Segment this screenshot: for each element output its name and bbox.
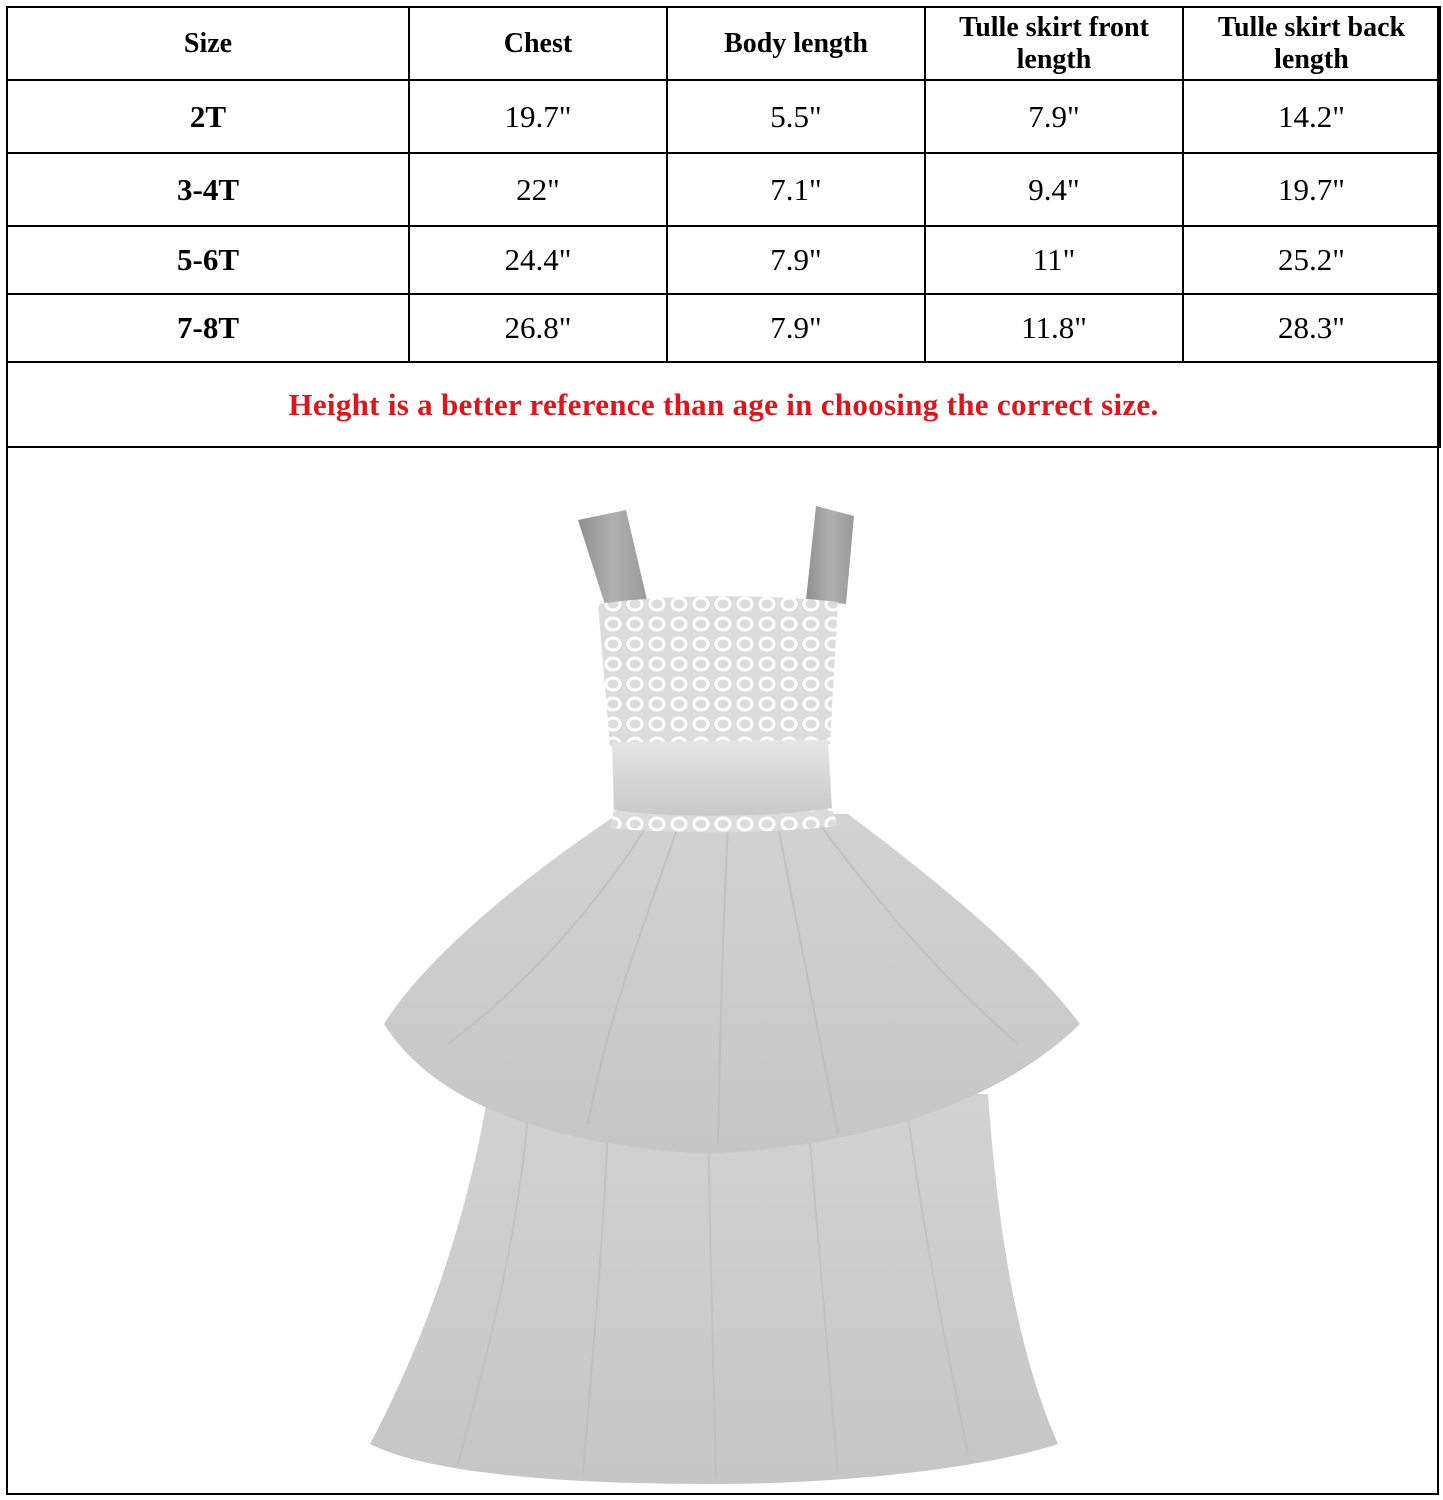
size-cell: 3-4T [7,153,409,226]
body-length-cell: 7.9" [667,294,925,362]
table-row [7,294,1440,362]
back-length-cell: 28.3" [1183,294,1440,362]
crochet-bodice [598,596,838,746]
body-length-cell: 7.9" [667,226,925,294]
header-row [7,7,1440,80]
front-length-cell: 11" [925,226,1183,294]
left-strap [578,510,648,614]
body-length-cell: 5.5" [667,80,925,153]
table-row [7,153,1440,226]
table-row [7,226,1440,294]
header-chest: Chest [409,7,667,80]
chest-cell: 26.8" [409,294,667,362]
back-length-cell: 14.2" [1183,80,1440,153]
tutu-dress-illustration [8,454,1437,1493]
satin-sash [612,740,832,817]
front-length-cell: 9.4" [925,153,1183,226]
header-back-length: Tulle skirt back length [1183,7,1440,80]
header-front-length: Tulle skirt front length [925,7,1183,80]
size-cell: 2T [7,80,409,153]
front-length-cell: 7.9" [925,80,1183,153]
table-row [7,80,1440,153]
dress-photo [8,454,1437,1493]
body-length-cell: 7.1" [667,153,925,226]
chest-cell: 24.4" [409,226,667,294]
chest-cell: 19.7" [409,80,667,153]
back-length-cell: 19.7" [1183,153,1440,226]
header-size: Size [7,7,409,80]
chest-cell: 22" [409,153,667,226]
header-body-length: Body length [667,7,925,80]
size-cell: 5-6T [7,226,409,294]
front-length-cell: 11.8" [925,294,1183,362]
size-chart-table [6,6,1441,448]
back-length-cell: 25.2" [1183,226,1440,294]
size-note: Height is a better reference than age in choosing the correct size. [7,362,1440,447]
note-row [7,362,1440,447]
right-strap [806,506,854,604]
size-cell: 7-8T [7,294,409,362]
